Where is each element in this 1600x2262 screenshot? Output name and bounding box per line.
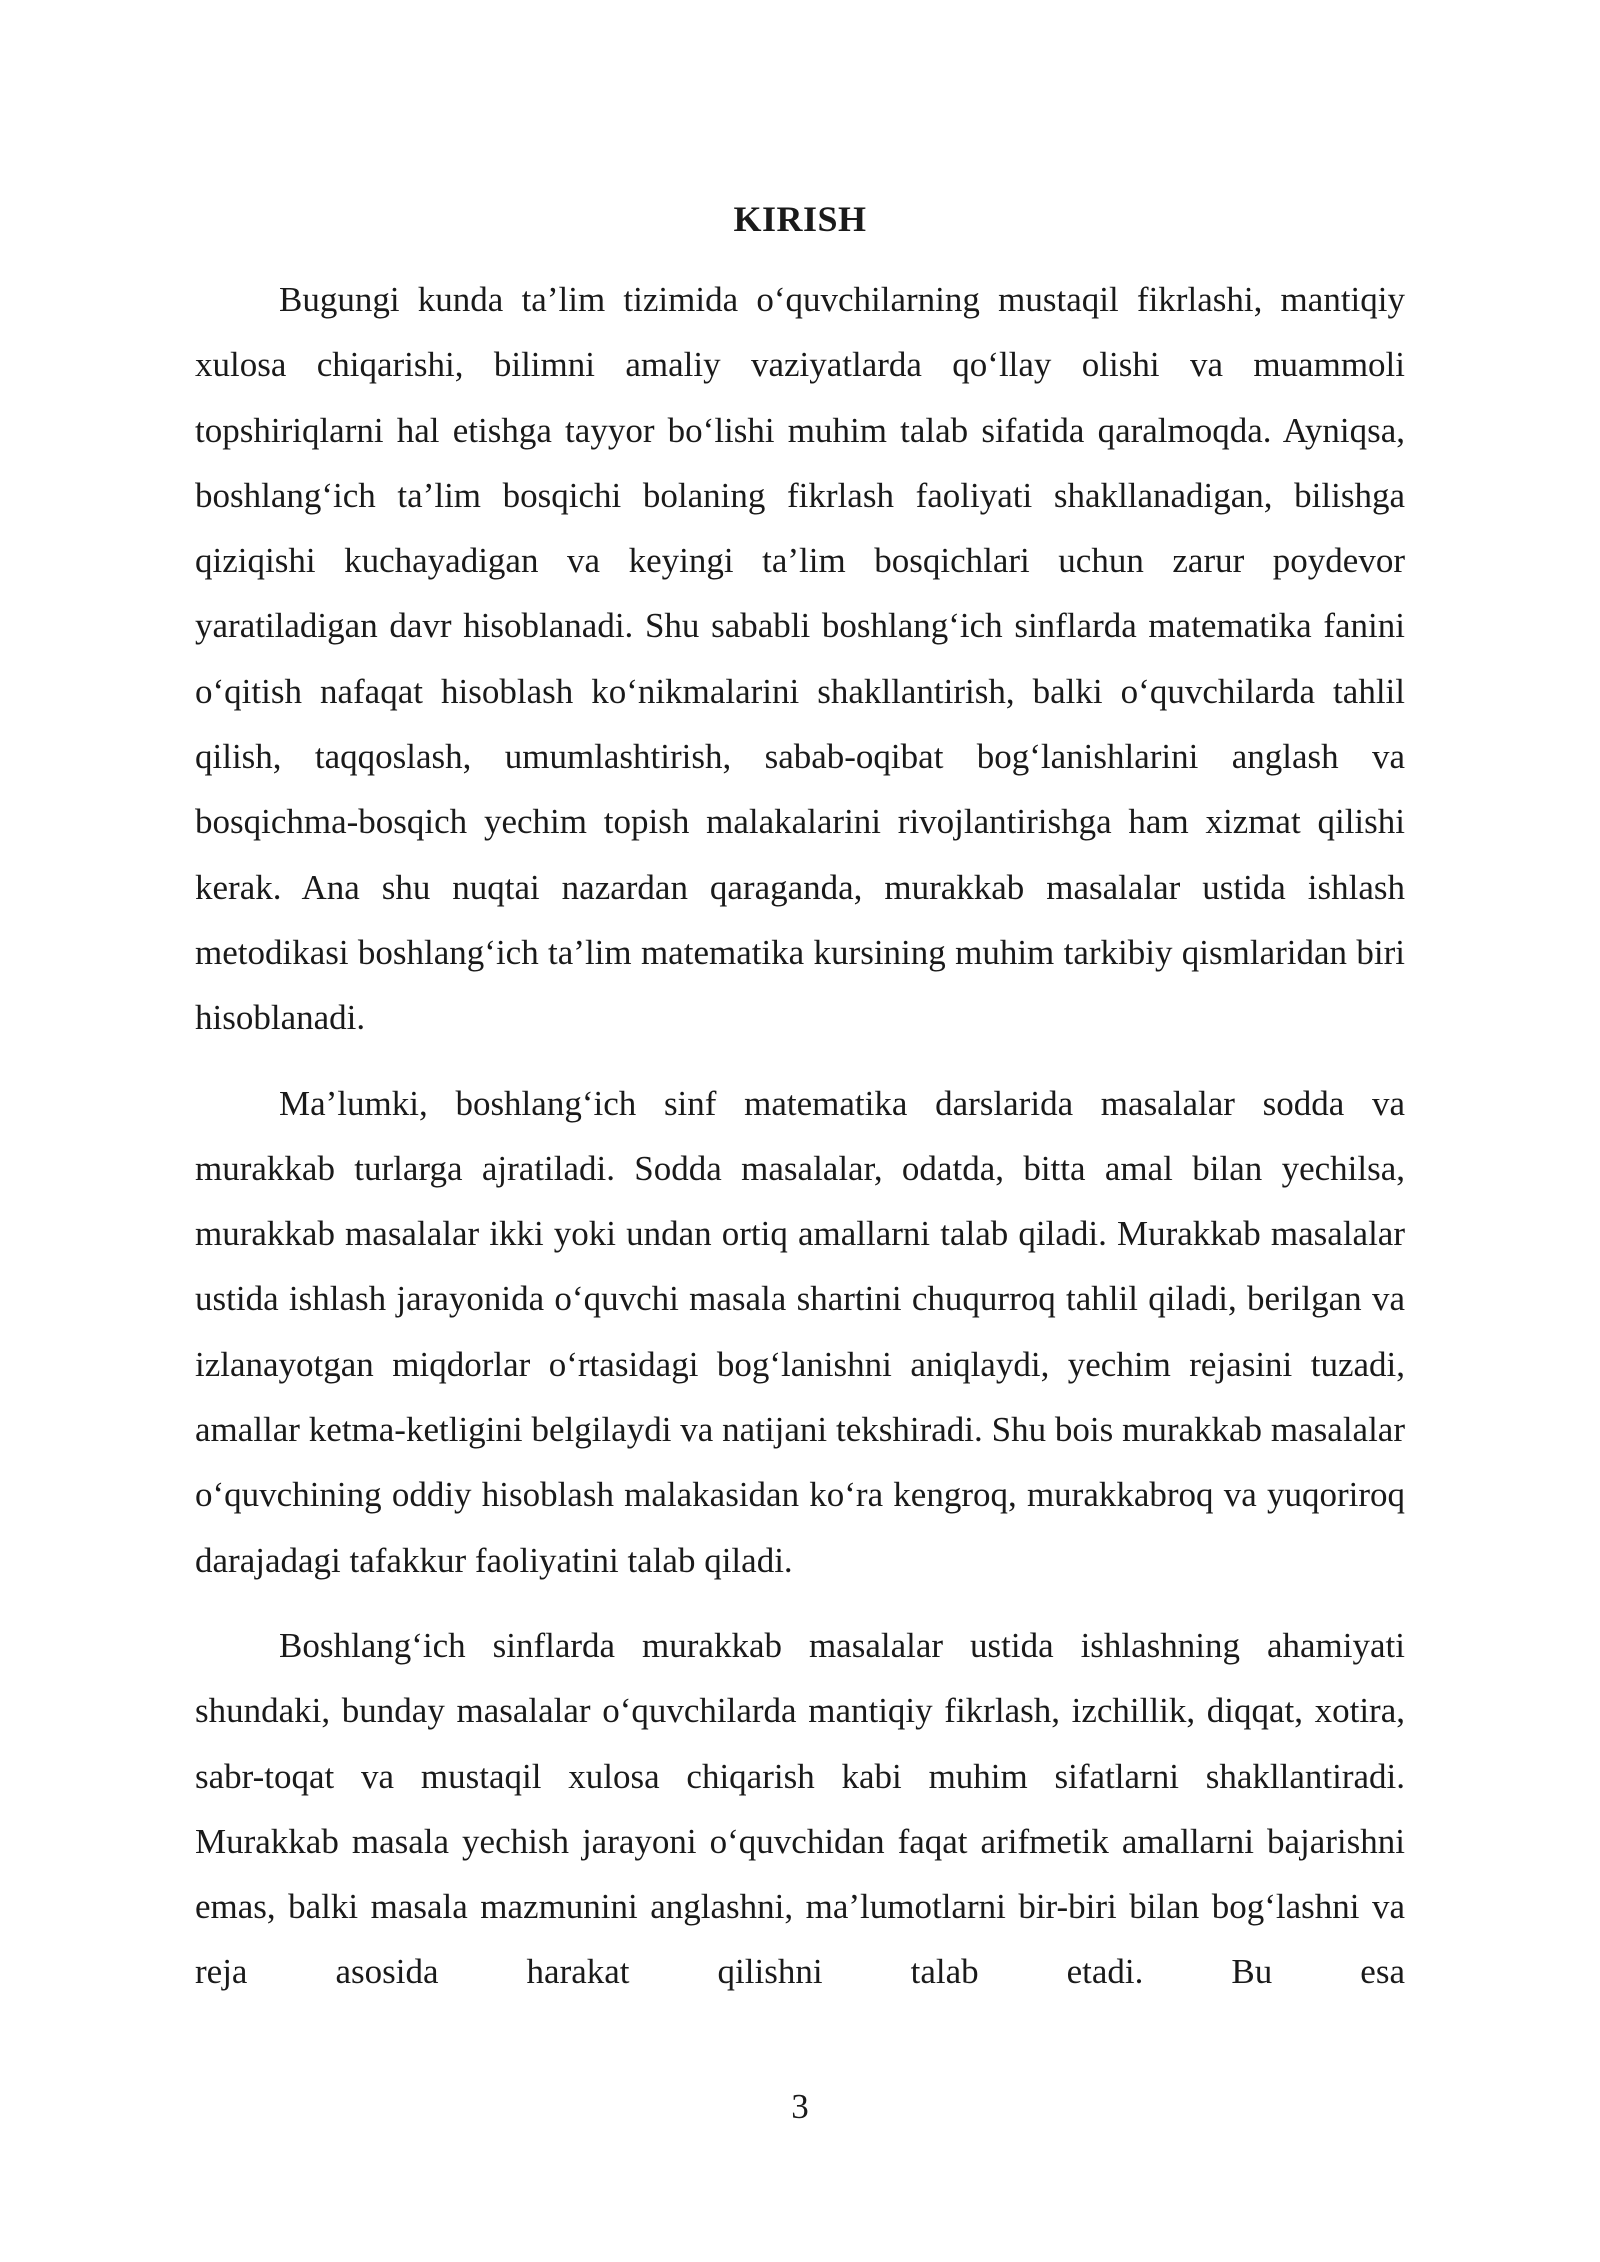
paragraph-2: Ma’lumki, boshlang‘ich sinf matematika darslarida masalalar sodda va murakkab turlarga ajratiladi. Sodda masalalar, odatda, bitta amal bilan yechilsa, murakkab masalalar ikki yoki undan ortiq amallarni talab qiladi. Murakkab masalalar ustida ishlash jarayonida o‘quvchi masala shartini chuqurroq tahlil qiladi, berilgan va izlanayotgan miqdorlar o‘rtasidagi bog‘lanishni aniqlaydi, yechim rejasini tuzadi, amallar ketma-ketligini belgilaydi va natijani tekshiradi. Shu bois murakkab masalalar o‘quvchining oddiy hisoblash malakasidan ko‘ra kengroq, murakkabroq va yuqoriroq darajadagi tafakkur faoliyatini talab qiladi. [195, 1083, 1405, 1580]
page-number: 3 [791, 2087, 809, 2126]
paragraph-1: Bugungi kunda ta’lim tizimida o‘quvchilarning mustaqil fikrlashi, mantiqiy xulosa chiqarishi, bilimni amaliy vaziyatlarda qo‘llay olishi va muammoli topshiriqlarni hal etishga tayyor bo‘lishi muhim talab sifatida qaralmoqda. Ayniqsa, boshlang‘ich ta’lim bosqichi bolaning fikrlash faoliyati shakllanadigan, bilishga qiziqishi kuchayadigan va keyingi ta’lim bosqichlari uchun zarur poydevor yaratiladigan davr hisoblanadi. Shu sababli boshlang‘ich sinflarda matematika fanini o‘qitish nafaqat hisoblash ko‘nikmalarini shakllantirish, balki o‘quvchilarda tahlil qilish, taqqoslash, umumlashtirish, sabab-oqibat bog‘lanishlarini anglash va bosqichma-bosqich yechim topish malakalarini rivojlantirishga ham xizmat qilishi kerak. Ana shu nuqtai nazardan qaraganda, murakkab masalalar ustida ishlash metodikasi boshlang‘ich ta’lim matematika kursining muhim tarkibiy qismlaridan biri hisoblanadi. [195, 280, 1405, 1038]
body-text [195, 267, 1405, 2005]
section-heading: KIRISH [733, 199, 867, 239]
paragraph-3: Boshlang‘ich sinflarda murakkab masalalar ustida ishlashning ahamiyati shundaki, bunday masalalar o‘quvchilarda mantiqiy fikrlash, izchillik, diqqat, xotira, sabr-toqat va mustaqil xulosa chiqarish kabi muhim sifatlarni shakllantiradi. Murakkab masala yechish jarayoni o‘quvchidan faqat arifmetik amallarni bajarishni emas, balki masala mazmunini anglashni, ma’lumotlarni bir-biri bilan bog‘lashni va reja asosida harakat qilishni talab etadi. Bu esa [195, 1625, 1405, 1992]
